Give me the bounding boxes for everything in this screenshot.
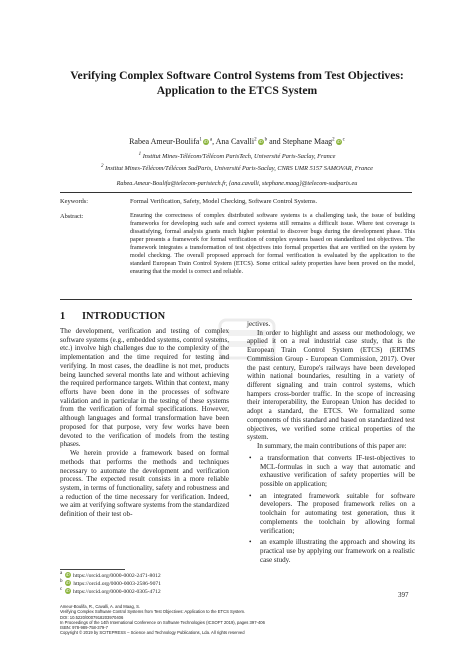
- affiliation: [0, 153, 474, 161]
- orcid-icon: iD: [65, 572, 70, 577]
- author-affil-sup: 1: [199, 137, 202, 143]
- contribution-bullet: [247, 454, 415, 489]
- footnote-url[interactable]: https://orcid.org/0000-0003-2586-9071: [73, 581, 161, 587]
- paragraph: In summary, the main contributions of this paper are:: [257, 442, 407, 451]
- affiliation-sup: 2: [101, 163, 104, 169]
- orcid-icon: iD: [65, 580, 70, 585]
- header-rule: [60, 192, 412, 193]
- footnote[interactable]: [60, 588, 161, 596]
- abstract-text: Ensuring the correctness of complex distributed software systems is a challenging task, the issue of building frameworks for developing such safe and correct systems still remains a difficult issue. Where test coverage is dissatisfying, formal analysis grants much higher potential to discover bugs during the development phase. This paper presents a framework for formal verification of complex systems based on standardized test objectives. The framework integrates a transformation of test objectives into formal properties that are verified on the system by model checking. The overall proposed approach for formal verification is evaluated by the application to the standard European Train Control System (ETCS). Some critical safety properties have been proved on the model, ensuring that the model is correct and reliable.: [130, 213, 415, 275]
- section-heading: [60, 311, 165, 323]
- bullet-icon: •: [249, 491, 252, 500]
- left-column: [60, 327, 229, 519]
- author-affil-sup: 2: [332, 137, 335, 143]
- footnote[interactable]: [60, 580, 161, 588]
- paragraph: We herein provide a framework based on formal methods that performs the methods and techniques necessary to automate the development and verification process. The expected result consists in a more reliable system, in terms of functionality, safety and robustness and a reduction of the time necessary for verification. Indeed, we aim at verifying software systems from the standardized definition of their test ob-: [60, 449, 229, 519]
- author-name: and Stephane Maag: [267, 137, 333, 146]
- paper-title-line-1: Verifying Complex Software Control Systems from Test Objectives:: [70, 69, 404, 82]
- orcid-mark: b: [264, 137, 268, 143]
- keywords-text: Formal Verification, Safety, Model Checking, Software Control Systems.: [130, 198, 318, 205]
- citation-footer: [60, 604, 420, 636]
- paper-title-line-2: Application to the ETCS System: [156, 84, 318, 97]
- keywords-label: Keywords:: [60, 198, 89, 205]
- page-number: 397: [398, 591, 409, 599]
- orcid-icon[interactable]: iD: [336, 139, 341, 144]
- right-column: [247, 320, 415, 564]
- footnote[interactable]: [60, 572, 161, 580]
- bullet-icon: •: [249, 538, 252, 547]
- footnote-url[interactable]: https://orcid.org/0000-0002-0305-4712: [73, 589, 161, 595]
- footer-line: DOI: 10.5220/0007918203970406: [60, 614, 124, 620]
- footer-line: Copyright © 2019 by SCITEPRESS – Science and Technology Publications, Lda. All rights reserved: [60, 630, 245, 636]
- contribution-bullet: [247, 492, 415, 536]
- section-title: INTRODUCTION: [82, 311, 166, 322]
- bullet-text: an integrated framework suitable for software developers. The proposed framework relies on a toolchain for automating test generation, thus it complements the toolchain by allowing formal verification;: [260, 491, 415, 535]
- orcid-mark: a: [209, 137, 213, 143]
- bullet-icon: •: [249, 453, 252, 462]
- footer-line: In Proceedings of the 14th International Conference on Software Technologies (ICSOFT 2019), pages 397-406: [60, 619, 265, 625]
- footer-line: Verifying Complex Software Control Systems from Test Objectives: Application to the ETCS System.: [60, 609, 246, 615]
- orcid-icon[interactable]: iD: [203, 139, 208, 144]
- author-emails[interactable]: Rabea.Ameur-Boulifa@telecom-paristech.fr, {ana.cavalli, stephane.maag}@telecom-sudparis.eu: [116, 180, 358, 187]
- footnote-mark: c: [60, 587, 63, 593]
- section-number: 1: [60, 311, 66, 322]
- orcid-mark: c: [342, 137, 345, 143]
- author-name: , Ana Cavalli: [212, 137, 255, 146]
- affiliation-sup: 1: [138, 151, 142, 157]
- orcid-icon[interactable]: iD: [258, 139, 263, 144]
- affiliation-text: Institut Mines-Télécom/Télécom ParisTech, Université Paris-Saclay, France: [142, 153, 336, 160]
- footer-line: Ameur-Boulifa, R., Cavalli, A. and Maag, S.: [60, 604, 141, 609]
- footnote-rule: [60, 569, 125, 570]
- paragraph: In order to highlight and assess our methodology, we applied it on a real industrial case study, that is the European Train Control System (ETCS) (ERTMS Commission Group - European Commission, 2017). Over the past century, Europe's railways have been developed within national boundaries, resulting in a variety of different signaling and train control systems, which hampers cross-border traffic. In the scope of increasing their interoperability, the European Union has decided to adopt a standard, the ETCS. We formalized some components of this standard and based on standardized test objectives, we verified some critical properties of the system.: [247, 328, 415, 442]
- paragraph: jectives.: [247, 320, 271, 328]
- footnote-mark: a: [60, 571, 63, 577]
- bullet-text: an example illustrating the approach and showing its practical use by applying our framework on a realistic case study.: [260, 538, 415, 564]
- orcid-icon: iD: [65, 588, 70, 593]
- footnote-mark: b: [60, 579, 63, 585]
- abstract-rule: [60, 299, 412, 300]
- paragraph: The development, verification and testing of complex software systems (e.g., embedded systems, control systems, etc.) involve high challenges due to the complexity of the implementation and the time required for testing and verifying. In most cases, the deadline is not met, products being launched several months late and without achieving the required performance targets. Within that context, many efforts have been done in the processes of software validation and in particular in the testing of these systems from the verification of formal specifications. However, although languages and formal transformation have been proposed for that purpose, very few works have been devoted to the verification of models from the testing phases.: [60, 327, 229, 449]
- affiliation-text: Institut Mines-Télécom/Télécom SudParis, Université Paris-Saclay, CNRS UMR 5157 SAMOVAR, France: [105, 165, 373, 172]
- author-name: Rabea Ameur-Boulifa: [129, 137, 200, 146]
- contribution-bullet: [247, 538, 415, 564]
- abstract-label: Abstract:: [60, 213, 84, 220]
- author-affil-sup: 2: [254, 137, 257, 143]
- footnote-url[interactable]: https://orcid.org/0000-0002-2471-8012: [73, 573, 161, 579]
- affiliation: [0, 165, 474, 173]
- bullet-text: a transformation that converts IF-test-objectives to MCL-formulas in such a way that automatic and exhaustive verification of safety properties will be possible on application;: [260, 453, 415, 488]
- author-list: [0, 137, 474, 147]
- footer-line: ISBN: 978-989-758-379-7: [60, 625, 108, 631]
